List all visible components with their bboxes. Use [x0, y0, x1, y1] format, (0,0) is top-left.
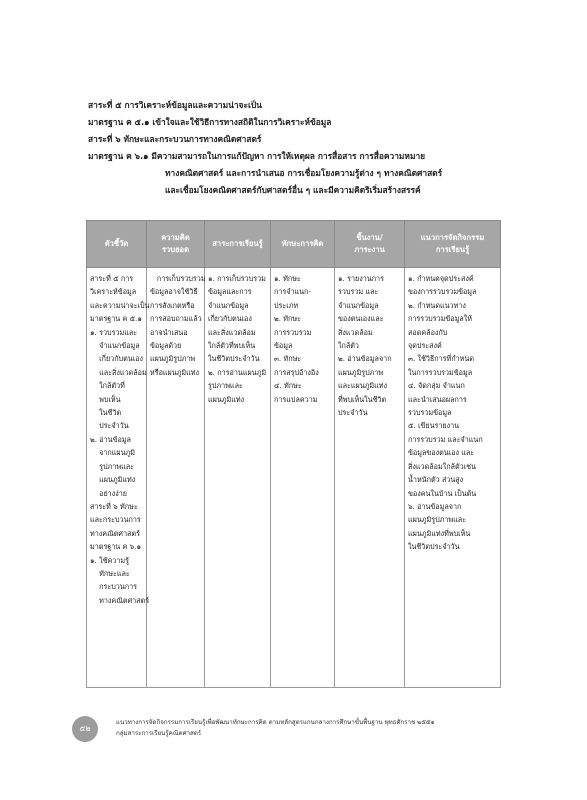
cell-text-line: ของคนในบ้าน เป็นต้น	[408, 488, 477, 498]
footer-subject-group: กลุ่มสาระการเรียนรู้คณิตศาสตร์	[116, 730, 202, 737]
cell-text-line: และแผนภูมิแท่ง	[338, 381, 388, 391]
cell-text-line: และสิ่งแวดล้อม	[208, 327, 256, 337]
cell-text-line: สาระที่ ๕ การ	[90, 274, 134, 283]
footer-book-title: แนวทางการจัดกิจกรรมการเรียนรู้เพื่อพัฒนาทักษะการคิด ตามหลักสูตรแกนกลางการศึกษาขั้นพื้นฐาน พุทธศักราช ๒๕๕๑	[116, 719, 435, 726]
strand-6-heading: สาระที่ ๖ ทักษะและกระบวนการทางคณิตศาสตร์	[88, 134, 262, 144]
cell-text-line: ๓. ใช้วิธีการที่กำหนด	[408, 354, 474, 364]
cell-text-line: มาตรฐาน ค ๕.๑	[90, 314, 142, 324]
cell-text-line: ที่พบเห็นในชีวิต	[338, 394, 387, 404]
cell-text-line: รวบรวมข้อมูล	[408, 408, 452, 418]
cell-indicators	[87, 268, 150, 688]
cell-text-line: ข้อมูลด้วย	[150, 341, 182, 351]
standard-5-1-heading: มาตรฐาน ค ๕.๑ เข้าใจและใช้วิธีการทางสถิติในการวิเคราะห์ข้อมูล	[88, 117, 332, 127]
cell-text-line: วิเคราะห์ข้อมูล	[90, 287, 137, 297]
cell-text-line: สาระที่ ๖ ทักษะ	[90, 501, 138, 511]
cell-tasks	[335, 268, 405, 688]
header-content	[205, 221, 271, 268]
table-row	[87, 268, 501, 688]
header-line: การเรียนรู้	[435, 245, 470, 254]
standard-6-1-heading-line-1: มาตรฐาน ค ๖.๑ มีความสามารถในการแก้ปัญหา การให้เหตุผล การสื่อสาร การสื่อความหมาย	[88, 151, 426, 161]
header-line: ชิ้นงาน/	[356, 233, 383, 242]
cell-text-line: ทางคณิตศาสตร์	[90, 528, 140, 538]
header-indicators	[87, 221, 147, 268]
cell-text-line: ๒. ทักษะ	[274, 314, 301, 324]
cell-text-line: และสิ่งแวดล้อม	[90, 367, 147, 377]
standard-6-1-heading-line-3: และเชื่อมโยงคณิตศาสตร์กับศาสตร์อื่น ๆ และมีความคิดริเริ่มสร้างสรรค์	[165, 185, 421, 195]
cell-text-line: ทางคณิตศาสตร์	[90, 595, 150, 605]
cell-text-line: ๑. กำหนดจุดประสงค์	[408, 274, 474, 283]
cell-text-line: การจำแนก-	[274, 287, 311, 297]
cell-text-line: หรือแผนภูมิแท่ง	[150, 367, 200, 377]
cell-text-line: ในชีวิต	[90, 408, 122, 418]
cell-text-line: การรวบรวมข้อมูลให้	[408, 314, 472, 324]
cell-text-line: ข้อมูลของตนเอง และ	[408, 448, 475, 458]
cell-text-line: ๑. รายงานการ	[338, 274, 384, 283]
cell-text-line: เกี่ยวกับตนเอง	[90, 354, 143, 364]
cell-text-line: อย่างง่าย	[90, 488, 127, 498]
cell-text-line: ๑. รวบรวมและ	[90, 327, 138, 337]
cell-text-line: แผนภูมิแท่งที่พบเห็น	[408, 528, 471, 538]
table-header-row	[87, 221, 501, 268]
header-concept	[147, 221, 205, 268]
page-number-badge: ๕๒	[72, 716, 98, 742]
cell-text-line: จำแนกข้อมูล	[338, 300, 379, 310]
cell-text-line: การแปลความ	[274, 394, 318, 404]
cell-text-line: และความน่าจะเป็น	[90, 300, 150, 310]
cell-text-line: ๒. การอ่านแผนภูมิ	[208, 367, 267, 377]
header-line: แนวการจัดกิจกรรม	[420, 233, 485, 242]
header-line: รวบยอด	[161, 245, 190, 254]
cell-text-line: และกระบวนการ	[90, 515, 141, 525]
cell-text-line: พบเห็น	[90, 394, 121, 404]
cell-text-line: ของตนเองและ	[338, 314, 384, 324]
cell-text-line: รูปภาพและ	[90, 461, 134, 471]
cell-text-line: รูปภาพและ	[208, 381, 243, 391]
cell-text-line: ทักษะและ	[90, 568, 130, 578]
cell-text-line: ประเภท	[274, 300, 299, 310]
cell-text-line: การสรุปอ้างอิง	[274, 367, 319, 377]
cell-text-line: ๑. ใช้ความรู้	[90, 555, 129, 565]
cell-text-line: จากแผนภูมิ	[90, 448, 135, 458]
cell-text-line: มาตรฐาน ค ๖.๑	[90, 542, 142, 552]
cell-text-line: ๔. จัดกลุ่ม จำแนก	[408, 381, 465, 391]
cell-text-line: ใกล้ตัวที่	[90, 381, 125, 391]
header-line: สาระการเรียนรู้	[212, 239, 263, 248]
standard-6-1-heading-line-2: ทางคณิตศาสตร์ และการนำเสนอ การเชื่อมโยงความรู้ต่าง ๆ ทางคณิตศาสตร์	[165, 168, 443, 178]
cell-concept	[147, 268, 205, 688]
cell-text-line: อาจนำเสนอ	[150, 327, 188, 337]
cell-text-line: เกี่ยวกับตนเอง	[208, 314, 252, 324]
header-tasks	[335, 221, 405, 268]
cell-text-line: แผนภูมิรูปภาพ	[338, 367, 384, 377]
header-activities	[405, 221, 501, 268]
cell-text-line: ๖. อ่านข้อมูลจาก	[408, 501, 462, 511]
cell-text-line: ๑. ทักษะ	[274, 274, 301, 283]
cell-text-line: ข้อมูลและการ	[208, 287, 252, 297]
cell-thinking-skills	[271, 268, 335, 688]
cell-text-line: แผนภูมิแท่ง	[90, 475, 136, 485]
header-line: ภาระงาน	[354, 245, 385, 254]
cell-text-line: การรวบรวม และจำแนก	[408, 434, 483, 444]
cell-text-line: การสอบถามแล้ว	[150, 314, 202, 324]
cell-text-line: จำแนกข้อมูล	[208, 300, 249, 310]
cell-text-line: จุดประสงค์	[408, 341, 442, 351]
cell-text-line: จำแนกข้อมูล	[90, 341, 140, 351]
strand-5-heading: สาระที่ ๕ การวิเคราะห์ข้อมูลและความน่าจะเป็น	[88, 100, 262, 110]
curriculum-headings	[88, 97, 508, 199]
page-footer	[116, 717, 435, 739]
cell-text-line: ประจำวัน	[338, 408, 368, 418]
cell-text-line: ในการรวบรวมข้อมูล	[408, 367, 473, 377]
cell-text-line: ในชีวิตประจำวัน	[408, 542, 460, 552]
cell-text-line: แผนภูมิแท่ง	[208, 394, 245, 404]
cell-text-line: ๒. อ่านข้อมูลจาก	[338, 354, 392, 364]
cell-text-line: ใกล้ตัวที่พบเห็น	[208, 341, 256, 351]
cell-text-line: ๑. การเก็บรวบรวม	[208, 274, 266, 283]
learning-unit-table	[86, 220, 501, 688]
cell-text-line: รวบรวม และ	[338, 287, 379, 297]
cell-content	[205, 268, 271, 688]
cell-activities	[405, 268, 501, 688]
cell-text-line: น้ำหนักตัว ส่วนสูง	[408, 475, 464, 485]
cell-text-line: ๒. อ่านข้อมูล	[90, 434, 131, 444]
cell-text-line: ใกล้ตัว	[338, 341, 359, 351]
cell-text-line: ข้อมูลอาจใช้วิธี	[150, 287, 198, 297]
cell-text-line: การเก็บรวบรวม	[150, 274, 206, 283]
cell-text-line: ข้อมูล	[274, 341, 293, 351]
cell-text-line: ในชีวิตประจำวัน	[208, 354, 260, 364]
header-line: ทักษะการคิด	[281, 239, 324, 248]
header-thinking-skills	[271, 221, 335, 268]
cell-text-line: สิ่งแวดล้อมใกล้ตัวเช่น	[408, 461, 476, 471]
cell-text-line: การรวบรวม	[274, 327, 312, 337]
cell-text-line: ๒. กำหนดแนวทาง	[408, 300, 466, 310]
cell-text-line: ๓. ทักษะ	[274, 354, 302, 364]
cell-text-line: สิ่งแวดล้อม	[338, 327, 373, 337]
cell-text-line: กระบวนการ	[90, 582, 137, 592]
cell-text-line: ๔. ทักษะ	[274, 381, 302, 391]
cell-text-line: ประจำวัน	[90, 421, 129, 431]
cell-text-line: และนำเสนอผลการ	[408, 394, 467, 404]
header-line: ความคิด	[161, 233, 190, 242]
cell-text-line: สอดคล้องกับ	[408, 327, 448, 337]
cell-text-line: ๕. เขียนรายงาน	[408, 421, 460, 431]
cell-text-line: แผนภูมิรูปภาพ	[150, 354, 196, 364]
header-line: ตัวชี้วัด	[104, 239, 129, 248]
cell-text-line: แผนภูมิรูปภาพและ	[408, 515, 467, 525]
cell-text-line: การสังเกตหรือ	[150, 300, 195, 310]
cell-text-line: ของการรวบรวมข้อมูล	[408, 287, 477, 297]
